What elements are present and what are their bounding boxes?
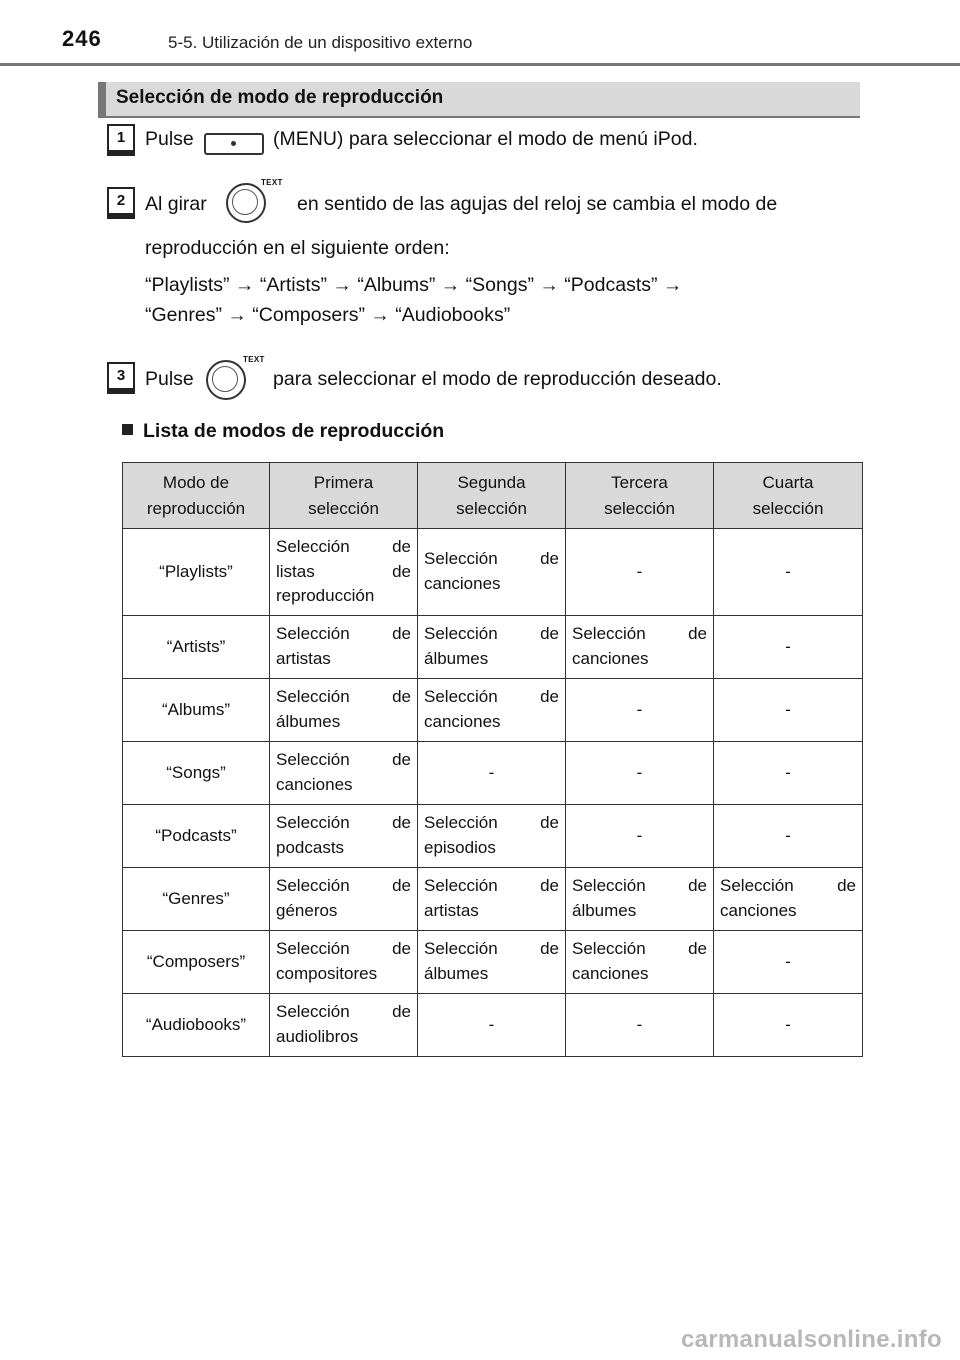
mode-cell: “Audiobooks”	[123, 994, 270, 1057]
page-number: 246	[62, 26, 102, 51]
square-bullet-icon	[122, 424, 133, 435]
selection-cell	[714, 529, 863, 616]
cell-line: álbumes	[572, 901, 637, 920]
table-row	[123, 994, 863, 1057]
cell-line: -	[785, 561, 791, 581]
header-rule	[0, 63, 960, 66]
selection-cell	[714, 994, 863, 1057]
section-title: Selección de modo de reproducción	[116, 87, 444, 108]
cell-line: audiolibros	[276, 1027, 359, 1046]
selection-cell	[714, 868, 863, 931]
selection-cell	[270, 994, 418, 1057]
table-header-row	[123, 463, 863, 529]
section-accent	[98, 82, 106, 116]
cell-line: Selección de	[276, 813, 411, 833]
mode-cell: “Genres”	[123, 868, 270, 931]
selection-cell	[418, 994, 566, 1057]
step-2-text-before: Al girar	[145, 193, 207, 215]
cell-line: Selección de	[424, 939, 559, 959]
cell-line: Selección de	[424, 813, 559, 833]
cell-line: Selección de	[276, 939, 411, 959]
table-row	[123, 742, 863, 805]
cell-line: canciones	[424, 574, 501, 593]
table-row	[123, 616, 863, 679]
text-knob-icon	[226, 183, 266, 223]
cell-line: Selección de	[424, 549, 559, 569]
step-1-badge: 1	[107, 124, 135, 152]
selection-cell	[418, 931, 566, 994]
selection-cell	[418, 616, 566, 679]
mode-cell: “Playlists”	[123, 529, 270, 616]
cell-line: -	[636, 1014, 643, 1034]
cell-line: -	[785, 1014, 791, 1034]
text-knob-icon	[206, 360, 246, 400]
selection-cell	[418, 529, 566, 616]
selection-cell	[566, 616, 714, 679]
selection-cell	[270, 805, 418, 868]
table-row	[123, 931, 863, 994]
chapter-title: 5-5. Utilización de un dispositivo externo	[168, 33, 473, 52]
cell-line: artistas	[424, 901, 479, 920]
cell-line: -	[785, 636, 791, 656]
header-cell: Segunda selección	[418, 463, 566, 529]
cell-line: Selección de	[572, 939, 707, 959]
selection-cell	[418, 742, 566, 805]
selection-cell	[418, 805, 566, 868]
cell-line: Selección de	[276, 687, 411, 707]
selection-cell	[270, 742, 418, 805]
selection-cell	[714, 742, 863, 805]
cell-line: canciones	[720, 901, 797, 920]
cell-line: canciones	[276, 775, 353, 794]
step-1-text-before: Pulse	[145, 128, 194, 150]
cell-line: álbumes	[424, 649, 489, 668]
mode-cell: “Podcasts”	[123, 805, 270, 868]
mode-cell: “Composers”	[123, 931, 270, 994]
cell-line: Selección de	[276, 537, 411, 557]
header-cell: Primera selección	[270, 463, 418, 529]
cell-line: -	[785, 762, 791, 782]
step-2-badge: 2	[107, 187, 135, 215]
header-cell: Cuarta selección	[714, 463, 863, 529]
menu-button-icon	[204, 133, 264, 155]
step-2-text-after: en sentido de las agujas del reloj se cambia el modo de	[297, 193, 778, 215]
cell-line: listas de	[276, 561, 411, 581]
selection-cell	[566, 931, 714, 994]
cell-line: -	[488, 762, 495, 782]
cell-line: -	[785, 825, 791, 845]
cell-line: episodios	[424, 838, 496, 857]
cell-line: álbumes	[276, 712, 341, 731]
selection-cell	[270, 931, 418, 994]
selection-cell	[270, 529, 418, 616]
table-row	[123, 868, 863, 931]
cell-line: artistas	[276, 649, 331, 668]
cell-line: -	[488, 1014, 495, 1034]
selection-cell	[418, 868, 566, 931]
selection-cell	[714, 931, 863, 994]
table-row	[123, 805, 863, 868]
selection-cell	[566, 529, 714, 616]
cell-line: Selección de	[276, 1002, 411, 1022]
selection-cell	[270, 868, 418, 931]
cell-line: -	[636, 699, 643, 719]
cell-line: podcasts	[276, 838, 345, 857]
mode-cell: “Songs”	[123, 742, 270, 805]
cell-line: álbumes	[424, 964, 489, 983]
step-3-badge: 3	[107, 362, 135, 390]
section-header	[98, 82, 860, 118]
cell-line: -	[636, 762, 643, 782]
selection-cell	[566, 679, 714, 742]
cell-line: reproducción	[276, 586, 375, 606]
table-row	[123, 679, 863, 742]
selection-cell	[714, 616, 863, 679]
selection-cell	[566, 742, 714, 805]
cell-line: -	[636, 825, 643, 845]
table-row	[123, 529, 863, 616]
cell-line: canciones	[424, 712, 501, 731]
cell-line: canciones	[572, 964, 649, 983]
cell-line: géneros	[276, 901, 338, 920]
cell-line: -	[636, 561, 643, 581]
cell-line: Selección de	[276, 624, 411, 644]
cell-line: Selección de	[424, 624, 559, 644]
header-cell: Modo de reproducción	[123, 463, 270, 529]
header-cell: Tercera selección	[566, 463, 714, 529]
selection-cell	[418, 679, 566, 742]
cell-line: -	[785, 951, 791, 971]
step-3-text-after: para seleccionar el modo de reproducción deseado.	[273, 368, 722, 390]
selection-cell	[566, 868, 714, 931]
step-1-text-after: (MENU) para seleccionar el modo de menú iPod.	[273, 128, 698, 150]
selection-cell	[270, 679, 418, 742]
selection-cell	[270, 616, 418, 679]
cell-line: Selección de	[572, 624, 707, 644]
mode-sequence-line1: “Playlists” → “Artists” → “Albums” → “Songs” → “Podcasts” →	[145, 274, 683, 296]
cell-line: Selección de	[572, 876, 707, 896]
selection-cell	[714, 679, 863, 742]
cell-line: compositores	[276, 964, 378, 983]
watermark: carmanualsonline.info	[680, 1326, 942, 1353]
subheading-text: Lista de modos de reproducción	[143, 420, 445, 442]
knob-text-label: TEXT	[261, 178, 283, 187]
step-2-text-line2: reproducción en el siguiente orden:	[145, 237, 450, 259]
knob-text-label: TEXT	[243, 355, 265, 364]
cell-line: canciones	[572, 649, 649, 668]
playback-modes-table	[122, 462, 863, 1057]
step-3-text-before: Pulse	[145, 368, 194, 390]
selection-cell	[714, 805, 863, 868]
selection-cell	[566, 994, 714, 1057]
cell-line: Selección de	[424, 876, 559, 896]
mode-sequence-line2: “Genres” → “Composers” → “Audiobooks”	[145, 304, 511, 326]
cell-line: Selección de	[424, 687, 559, 707]
list-subheading	[122, 420, 444, 443]
selection-cell	[566, 805, 714, 868]
cell-line: Selección de	[276, 876, 411, 896]
cell-line: Selección de	[720, 876, 856, 896]
cell-line: Selección de	[276, 750, 411, 770]
cell-line: -	[785, 699, 791, 719]
mode-cell: “Artists”	[123, 616, 270, 679]
mode-cell: “Albums”	[123, 679, 270, 742]
